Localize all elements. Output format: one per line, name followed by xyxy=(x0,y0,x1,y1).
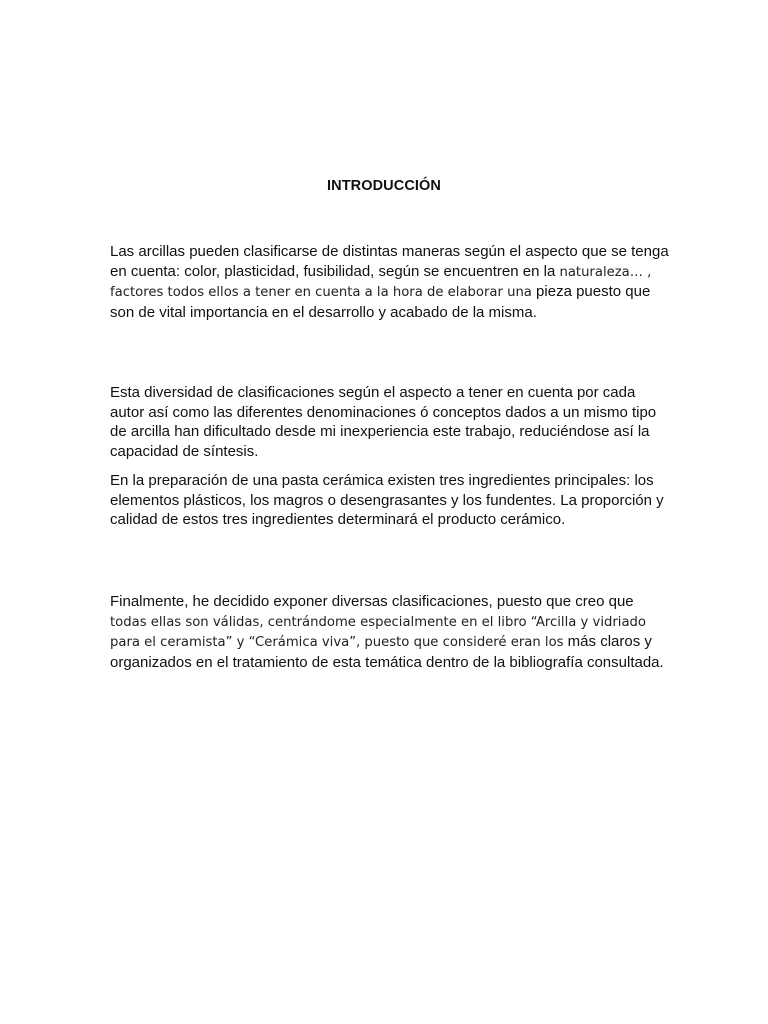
paragraph-1-part-b: naturaleza… , factores todos ellos a tener en cuenta a la hora de elaborar una xyxy=(110,264,652,301)
paragraph-1-part-c: pieza puesto que son de vital importancia en el desarrollo y acabado de la misma. xyxy=(110,283,651,321)
page-title: INTRODUCCIÓN xyxy=(327,178,441,194)
paragraph-4-part-a: Finalmente, he decidido exponer diversas clasificaciones, puesto que creo que xyxy=(110,593,634,610)
paragraph-3: En la preparación de una pasta cerámica existen tres ingredientes principales: los elementos plásticos, los magros o desengrasantes y los fundentes. La proporción y calidad de estos tres ingredientes determinará el producto cerámico. xyxy=(110,472,664,529)
paragraph-2: Esta diversidad de clasificaciones según el aspecto a tener en cuenta por cada autor así como las diferentes denominaciones ó conceptos dados a un mismo tipo de arcilla han dificultado desde mi inexperiencia este trabajo, reduciéndose así la capacidad de síntesis. xyxy=(110,384,657,460)
paragraph-4-part-c: más claros y organizados en el tratamiento de esta temática dentro de la bibliografía consultada. xyxy=(110,633,664,671)
paragraph-4-part-b: todas ellas son válidas, centrándome especialmente en el libro “Arcilla y vidriado para el ceramista” y “Cerámica viva”, puesto que consideré eran los xyxy=(110,614,646,651)
paragraph-1 xyxy=(110,242,670,322)
paragraph-4 xyxy=(110,592,670,672)
paragraph-1-part-a: Las arcillas pueden clasificarse de distintas maneras según el aspecto que se tenga en cuenta: color, plasticidad, fusibilidad, según se encuentren en la xyxy=(110,243,669,280)
